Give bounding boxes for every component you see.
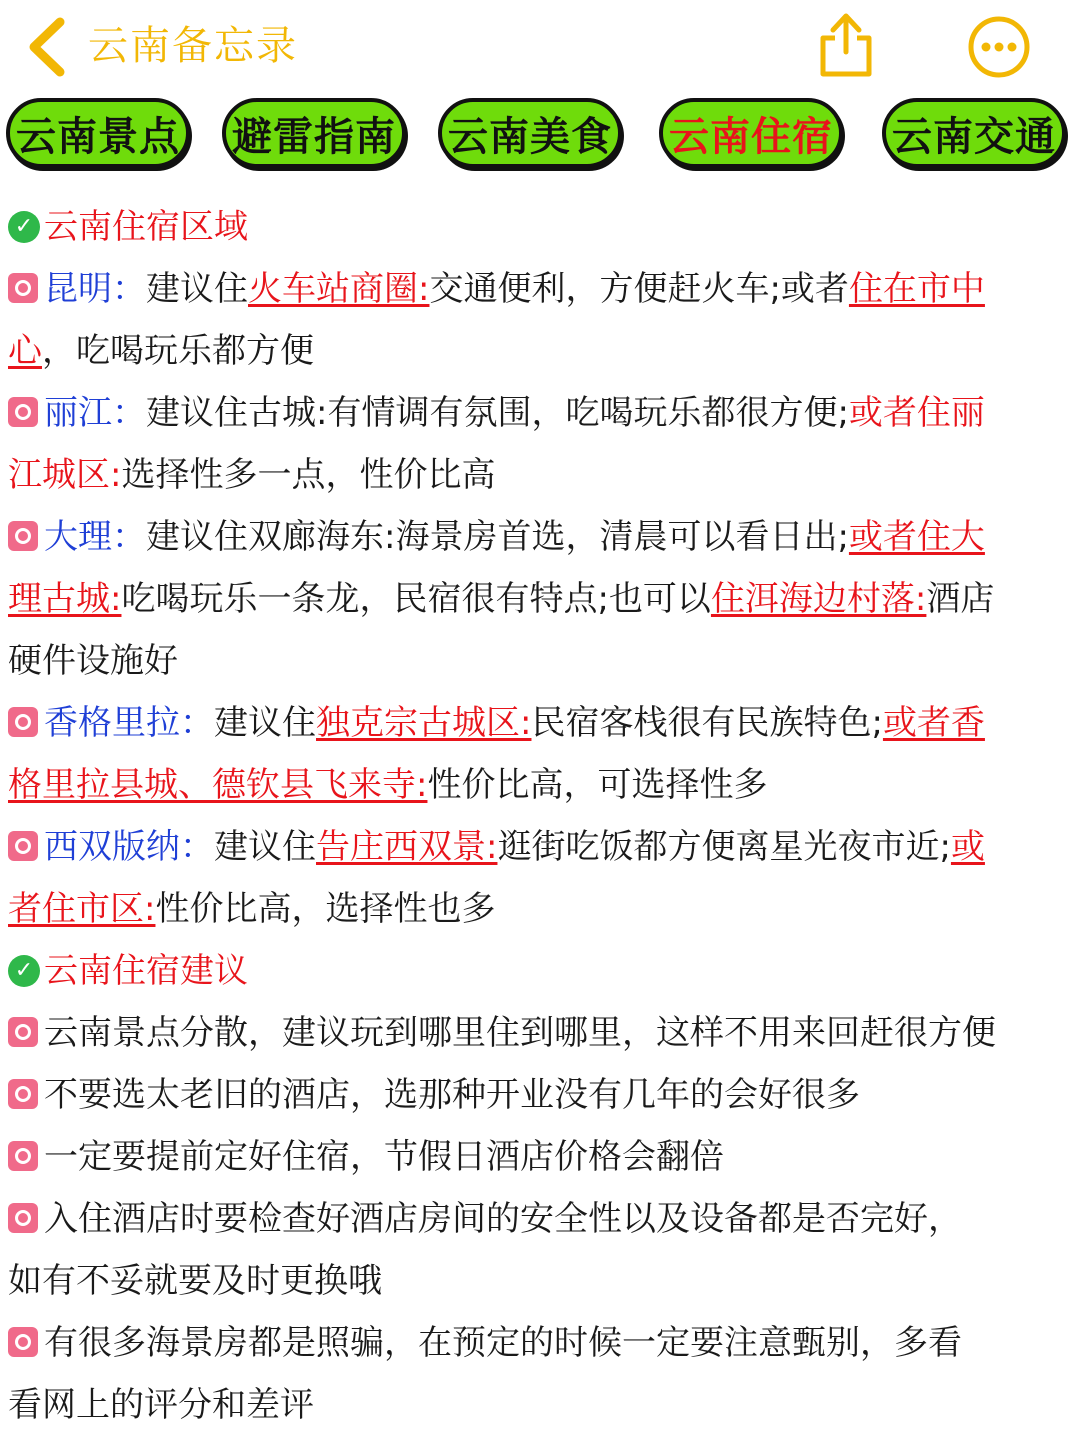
chevron-left-icon	[22, 14, 72, 80]
text-span: 一定要提前定好住宿，节假日酒店价格会翻倍	[44, 1137, 724, 1177]
list-item-continued	[8, 1374, 1072, 1436]
text-span: 不要选太老旧的酒店，选那种开业没有几年的会好很多	[44, 1075, 860, 1115]
highlight-text: 或者住丽	[848, 393, 985, 433]
more-icon	[966, 14, 1032, 80]
list-item-continued	[8, 568, 1072, 630]
bullet-icon	[8, 707, 38, 737]
tab-pitfall-guide[interactable]: 避雷指南	[222, 98, 406, 168]
city-colon: ：	[180, 703, 214, 743]
list-item	[8, 816, 1072, 878]
bullet-icon	[8, 521, 38, 551]
city-name: 西双版纳	[44, 827, 180, 867]
list-item	[8, 258, 1072, 320]
text-span: 性价比高，可选择性多	[427, 765, 768, 805]
list-item-continued	[8, 1250, 1072, 1312]
text-span: 建议住古城:有情调有氛围，吃喝玩乐都很方便;	[146, 393, 849, 433]
check-icon: ✓	[8, 955, 40, 987]
list-item-continued	[8, 754, 1072, 816]
category-tabs	[0, 98, 1080, 174]
text-span: 入住酒店时要检查好酒店房间的安全性以及设备都是否完好，	[44, 1199, 962, 1239]
list-item	[8, 1188, 1072, 1250]
share-icon	[815, 8, 877, 80]
section-title-text: 云南住宿区域	[44, 207, 248, 247]
highlight-text: 格里拉县城、德钦县飞来寺:	[8, 765, 428, 805]
list-item	[8, 506, 1072, 568]
note-content	[8, 196, 1072, 1436]
text-span: 建议住	[214, 703, 316, 743]
city-name: 大理	[44, 517, 112, 557]
highlight-text: 独克宗古城区:	[316, 703, 532, 743]
text-span: ，吃喝玩乐都方便	[42, 331, 314, 371]
text-span: 硬件设施好	[8, 641, 178, 681]
tab-food[interactable]: 云南美食	[438, 98, 622, 168]
highlight-text: 住在市中	[848, 269, 985, 309]
bullet-icon	[8, 397, 38, 427]
text-span: 逛街吃饭都方便离星光夜市近;	[497, 827, 951, 867]
text-span: 云南景点分散，建议玩到哪里住到哪里，这样不用来回赶很方便	[44, 1013, 996, 1053]
check-icon: ✓	[8, 211, 40, 243]
bullet-icon	[8, 831, 38, 861]
list-item	[8, 1064, 1072, 1126]
highlight-text: 或者香	[882, 703, 985, 743]
bullet-icon	[8, 1079, 38, 1109]
section-title-text: 云南住宿建议	[44, 951, 248, 991]
list-item-continued	[8, 878, 1072, 940]
list-item-continued	[8, 320, 1072, 382]
more-options-button[interactable]	[966, 14, 1032, 80]
highlight-text: 住洱海边村落:	[710, 579, 927, 619]
text-span: 如有不妥就要及时更换哦	[8, 1261, 382, 1301]
highlight-text: 江城区:	[8, 455, 122, 495]
list-item-continued	[8, 630, 1072, 692]
city-colon: ：	[112, 393, 146, 433]
text-span: 选择性多一点，性价比高	[121, 455, 496, 495]
list-item	[8, 692, 1072, 754]
highlight-text: 心	[8, 331, 42, 371]
text-span: 有很多海景房都是照骗，在预定的时候一定要注意甄别，多看	[44, 1323, 962, 1363]
highlight-text: 或者住大	[848, 517, 985, 557]
text-span: 性价比高，选择性也多	[155, 889, 496, 929]
bullet-icon	[8, 1203, 38, 1233]
bullet-icon	[8, 1141, 38, 1171]
section-title-tips	[8, 940, 1072, 1002]
highlight-text: 告庄西双景:	[316, 827, 498, 867]
list-item	[8, 1126, 1072, 1188]
text-span: 民宿客栈很有民族特色;	[531, 703, 883, 743]
tab-scenic-spots[interactable]: 云南景点	[6, 98, 190, 168]
highlight-text: 或	[950, 827, 985, 867]
text-span: 建议住	[214, 827, 316, 867]
highlight-text: 理古城:	[8, 579, 122, 619]
list-item	[8, 1312, 1072, 1374]
list-item	[8, 382, 1072, 444]
page-title: 云南备忘录	[88, 23, 298, 69]
text-span: 交通便利，方便赶火车;或者	[429, 269, 849, 309]
city-name: 昆明	[44, 269, 112, 309]
city-name: 香格里拉	[44, 703, 180, 743]
bullet-icon	[8, 273, 38, 303]
text-span: 看网上的评分和差评	[8, 1385, 314, 1425]
bullet-icon	[8, 1017, 38, 1047]
section-title-area	[8, 196, 1072, 258]
highlight-text: 者住市区:	[8, 889, 156, 929]
back-button[interactable]	[22, 14, 72, 80]
tab-accommodation[interactable]: 云南住宿	[659, 98, 843, 168]
city-colon: ：	[112, 517, 146, 557]
bullet-icon	[8, 1327, 38, 1357]
tab-transport[interactable]: 云南交通	[882, 98, 1066, 168]
text-span: 建议住	[146, 269, 248, 309]
city-name: 丽江	[44, 393, 112, 433]
city-colon: ：	[112, 269, 146, 309]
highlight-text: 火车站商圈:	[248, 269, 430, 309]
text-span: 酒店	[926, 579, 995, 619]
share-button[interactable]	[815, 8, 877, 80]
text-span: 建议住双廊海东:海景房首选，清晨可以看日出;	[146, 517, 849, 557]
city-colon: ：	[180, 827, 214, 867]
header-bar	[0, 0, 1080, 95]
text-span: 吃喝玩乐一条龙，民宿很有特点;也可以	[121, 579, 711, 619]
list-item	[8, 1002, 1072, 1064]
list-item-continued	[8, 444, 1072, 506]
